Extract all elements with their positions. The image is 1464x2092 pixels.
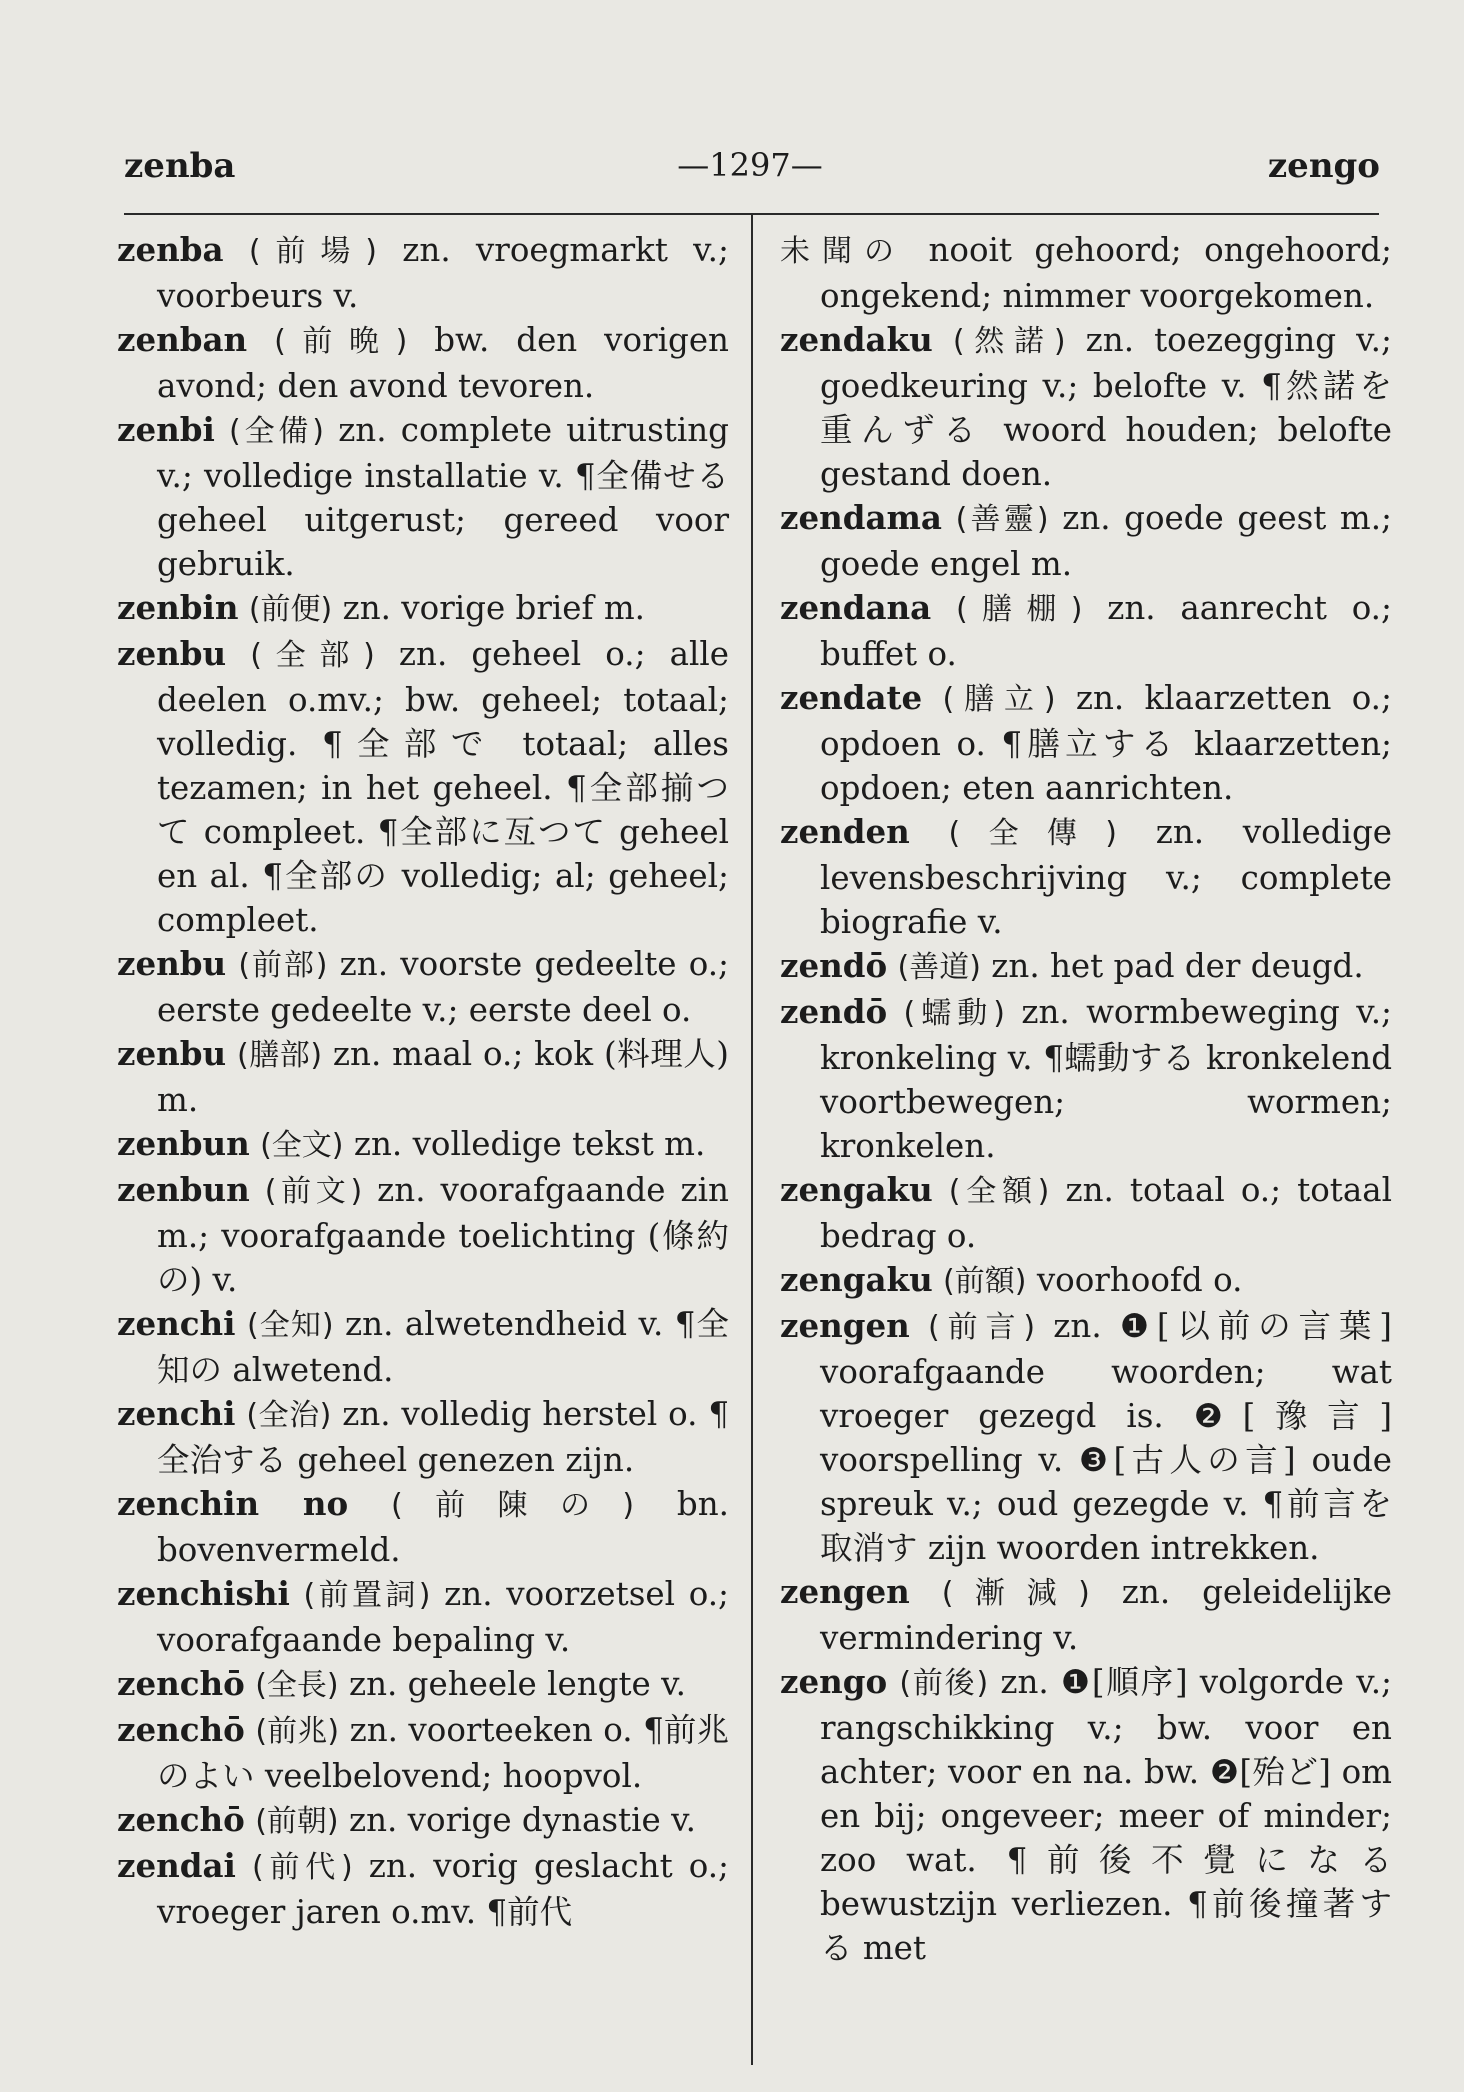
entry-headword: zengaku bbox=[780, 1260, 933, 1299]
entry-definition: zn. totaal o.; totaal bedrag o. bbox=[820, 1171, 1392, 1255]
dictionary-entry bbox=[780, 1258, 1392, 1304]
entry-kanji: (前後) bbox=[899, 1666, 989, 1701]
entry-headword: zenchin no bbox=[117, 1484, 349, 1523]
entry-definition: zn. alwetendheid v. ¶全知の alwetend. bbox=[157, 1305, 729, 1389]
entry-headword: zengen bbox=[780, 1572, 910, 1611]
right-column bbox=[780, 228, 1392, 1970]
entry-definition: zn. geleidelijke vermindering v. bbox=[820, 1573, 1392, 1657]
entry-headword: zengaku bbox=[780, 1170, 933, 1209]
entry-definition: voorhoofd o. bbox=[1036, 1261, 1243, 1299]
dictionary-entry bbox=[780, 496, 1392, 586]
entry-kanji: (前置詞) bbox=[303, 1578, 431, 1613]
entry-kanji: (前便) bbox=[248, 592, 333, 627]
entry-headword: zenbun bbox=[117, 1124, 250, 1163]
entry-headword: zenden bbox=[780, 812, 910, 851]
dictionary-entry bbox=[117, 942, 729, 1032]
header-first-entry: zenba bbox=[124, 146, 236, 186]
entry-kanji: (全額) bbox=[948, 1174, 1050, 1209]
entry-definition: zn. volledig herstel o. ¶全治する geheel genezen zijn. bbox=[157, 1395, 729, 1479]
entry-definition: zn. voorteeken o. ¶前兆のよい veelbelovend; hoopvol. bbox=[157, 1711, 729, 1795]
entry-kanji: (善道) bbox=[897, 950, 981, 985]
entry-headword: zendaku bbox=[780, 320, 933, 359]
dictionary-entry bbox=[117, 1168, 729, 1302]
entry-definition: zn. wormbeweging v.; kronkeling v. ¶蠕動する kronkelend voortbewegen; wormen; kronkelen. bbox=[820, 993, 1392, 1165]
entry-headword: zenchishi bbox=[117, 1574, 290, 1613]
dictionary-entry bbox=[117, 228, 729, 318]
dictionary-entry bbox=[780, 990, 1392, 1168]
entry-headword: zenba bbox=[117, 230, 224, 269]
entry-kanji: (前場) bbox=[248, 234, 378, 269]
entry-definition: zn. vroegmarkt v.; voorbeurs v. bbox=[157, 231, 729, 315]
entry-headword: zenchi bbox=[117, 1394, 236, 1433]
entry-headword: zenchō bbox=[117, 1710, 245, 1749]
dictionary-entry bbox=[117, 632, 729, 942]
entry-kanji: (前額) bbox=[943, 1264, 1027, 1299]
dictionary-entry bbox=[117, 1032, 729, 1122]
entry-definition: zn. voorste gedeelte o.; eerste gedeelte v.; eerste deel o. bbox=[157, 945, 729, 1029]
entry-headword: zengo bbox=[780, 1662, 888, 1701]
entry-definition: zn. maal o.; kok (料理人) m. bbox=[157, 1035, 729, 1119]
entry-kanji: (前陳の) bbox=[390, 1488, 635, 1523]
dictionary-entry bbox=[117, 1662, 729, 1708]
entry-definition: zn. volledige levensbeschrijving v.; complete biografie v. bbox=[820, 813, 1392, 941]
header-last-entry: zengo bbox=[1267, 146, 1380, 186]
entry-definition: zn. geheele lengte v. bbox=[348, 1665, 686, 1703]
entry-headword: zenchi bbox=[117, 1304, 236, 1343]
entry-headword: zendana bbox=[780, 588, 932, 627]
entry-definition: zn. complete uitrusting v.; volledige installatie v. ¶全備せる geheel uitgerust; gereed voor gebruik. bbox=[157, 411, 729, 583]
entry-kanji: (全長) bbox=[255, 1668, 339, 1703]
entry-headword: zengen bbox=[780, 1306, 910, 1345]
entry-headword: zenchō bbox=[117, 1664, 245, 1703]
entry-kanji: (前晩) bbox=[274, 324, 408, 359]
dictionary-entry bbox=[117, 1572, 729, 1662]
dictionary-entry bbox=[117, 586, 729, 632]
dictionary-entry bbox=[117, 1844, 729, 1934]
entry-definition: zn. volledige tekst m. bbox=[353, 1125, 706, 1163]
dictionary-entry bbox=[117, 1122, 729, 1168]
entry-definition: zn. klaarzetten o.; opdoen o. ¶膳立する klaarzetten; opdoen; eten aanrichten. bbox=[820, 679, 1392, 807]
entry-definition: zn. vorige brief m. bbox=[342, 589, 645, 627]
entry-headword: zenbun bbox=[117, 1170, 250, 1209]
entry-headword: zendō bbox=[780, 946, 888, 985]
entry-definition: zn. het pad der deugd. bbox=[991, 947, 1364, 985]
entry-kanji: (前兆) bbox=[255, 1714, 340, 1749]
dictionary-entry bbox=[780, 810, 1392, 944]
entry-definition: zn. aanrecht o.; buffet o. bbox=[820, 589, 1392, 673]
dictionary-entry bbox=[117, 1392, 729, 1482]
entry-definition: zn. vorig geslacht o.; vroeger jaren o.mv. ¶前代 bbox=[157, 1847, 729, 1931]
entry-headword: zenbu bbox=[117, 944, 227, 983]
entry-kanji: (前代) bbox=[252, 1850, 353, 1885]
dictionary-entry bbox=[117, 1708, 729, 1798]
entry-definition: zn. toezegging v.; goedkeuring v.; belofte v. ¶然諾を重んずる woord houden; belofte gestand doen. bbox=[820, 321, 1392, 493]
entry-kanji: (全傳) bbox=[948, 816, 1118, 851]
page-number: —1297— bbox=[677, 146, 823, 184]
entry-kanji: (前文) bbox=[264, 1174, 363, 1209]
dictionary-entry bbox=[117, 1302, 729, 1392]
dictionary-entry bbox=[117, 1482, 729, 1572]
dictionary-entry bbox=[780, 944, 1392, 990]
entry-kanji: (前言) bbox=[928, 1310, 1036, 1345]
dictionary-entry bbox=[780, 586, 1392, 676]
entry-headword: zendama bbox=[780, 498, 942, 537]
entry-kanji: (善靈) bbox=[955, 502, 1049, 537]
entry-headword: zenbin bbox=[117, 588, 239, 627]
left-column bbox=[117, 228, 729, 1934]
dictionary-entry bbox=[780, 676, 1392, 810]
entry-headword: zenbu bbox=[117, 1034, 227, 1073]
entry-headword: zenbu bbox=[117, 634, 227, 673]
entry-definition: zn. geheel o.; alle deelen o.mv.; bw. geheel; totaal; volledig. ¶全部で totaal; alles tezamen; in het geheel. ¶全部揃つて compleet. ¶全部に亙つて geheel en al. ¶全部の volledig; al; geheel; compleet. bbox=[157, 635, 729, 939]
entry-kanji: (全備) bbox=[229, 414, 324, 449]
entry-kanji: 未聞の bbox=[780, 234, 907, 269]
entry-definition: zn. vorige dynastie v. bbox=[348, 1801, 696, 1839]
entry-kanji: (膳部) bbox=[237, 1038, 323, 1073]
dictionary-entry bbox=[780, 228, 1392, 318]
entry-headword: zendai bbox=[117, 1846, 236, 1885]
entry-definition: bw. den vorigen avond; den avond tevoren. bbox=[157, 321, 729, 405]
entry-definition: nooit gehoord; ongehoord; ongekend; nimmer voorgekomen. bbox=[820, 231, 1392, 315]
entry-kanji: (前部) bbox=[238, 948, 328, 983]
entry-kanji: (全治) bbox=[246, 1398, 332, 1433]
entry-kanji: (全知) bbox=[246, 1308, 334, 1343]
entry-definition: zn. goede geest m.; goede engel m. bbox=[820, 499, 1392, 583]
entry-kanji: (然諾) bbox=[952, 324, 1066, 359]
dictionary-entry bbox=[117, 408, 729, 586]
entry-definition: zn. voorafgaande zin m.; voorafgaande toelichting (條約の) v. bbox=[157, 1171, 729, 1299]
entry-definition: zn. voorzetsel o.; voorafgaande bepaling v. bbox=[157, 1575, 729, 1659]
dictionary-entry bbox=[780, 1168, 1392, 1258]
dictionary-entry bbox=[780, 318, 1392, 496]
page-header bbox=[120, 146, 1380, 196]
entry-headword: zenban bbox=[117, 320, 248, 359]
entry-kanji: (膳立) bbox=[942, 682, 1056, 717]
entry-definition: zn. ❶[以前の言葉] voorafgaande woorden; wat vroeger gezegd is. ❷[豫言] voorspelling v. ❸[古人の言] oude spreuk v.; oud gezegde v. ¶前言を取消す zijn woorden intrekken. bbox=[820, 1307, 1392, 1567]
dictionary-entry bbox=[780, 1304, 1392, 1570]
dictionary-entry bbox=[117, 1798, 729, 1844]
entry-definition: bn. bovenvermeld. bbox=[157, 1485, 729, 1569]
dictionary-entry bbox=[117, 318, 729, 408]
entry-kanji: (漸減) bbox=[941, 1576, 1090, 1611]
column-divider bbox=[751, 215, 753, 2065]
entry-kanji: (全文) bbox=[260, 1128, 344, 1163]
entry-definition: zn. ❶[順序] volgorde v.; rangschikking v.; bw. voor en achter; voor en na. bw. ❷[殆ど] om en bij; ongeveer; meer of minder; zoo wat. ¶前後不覺になる bewustzijn verliezen. ¶前後撞著する met bbox=[820, 1663, 1392, 1967]
entry-headword: zendō bbox=[780, 992, 888, 1031]
entry-headword: zenchō bbox=[117, 1800, 245, 1839]
entry-headword: zendate bbox=[780, 678, 923, 717]
entry-kanji: (蠕動) bbox=[903, 996, 1005, 1031]
entry-headword: zenbi bbox=[117, 410, 215, 449]
entry-kanji: (前朝) bbox=[255, 1804, 339, 1839]
dictionary-entry bbox=[780, 1660, 1392, 1970]
entry-kanji: (全部) bbox=[250, 638, 375, 673]
dictionary-entry bbox=[780, 1570, 1392, 1660]
entry-kanji: (膳棚) bbox=[955, 592, 1083, 627]
